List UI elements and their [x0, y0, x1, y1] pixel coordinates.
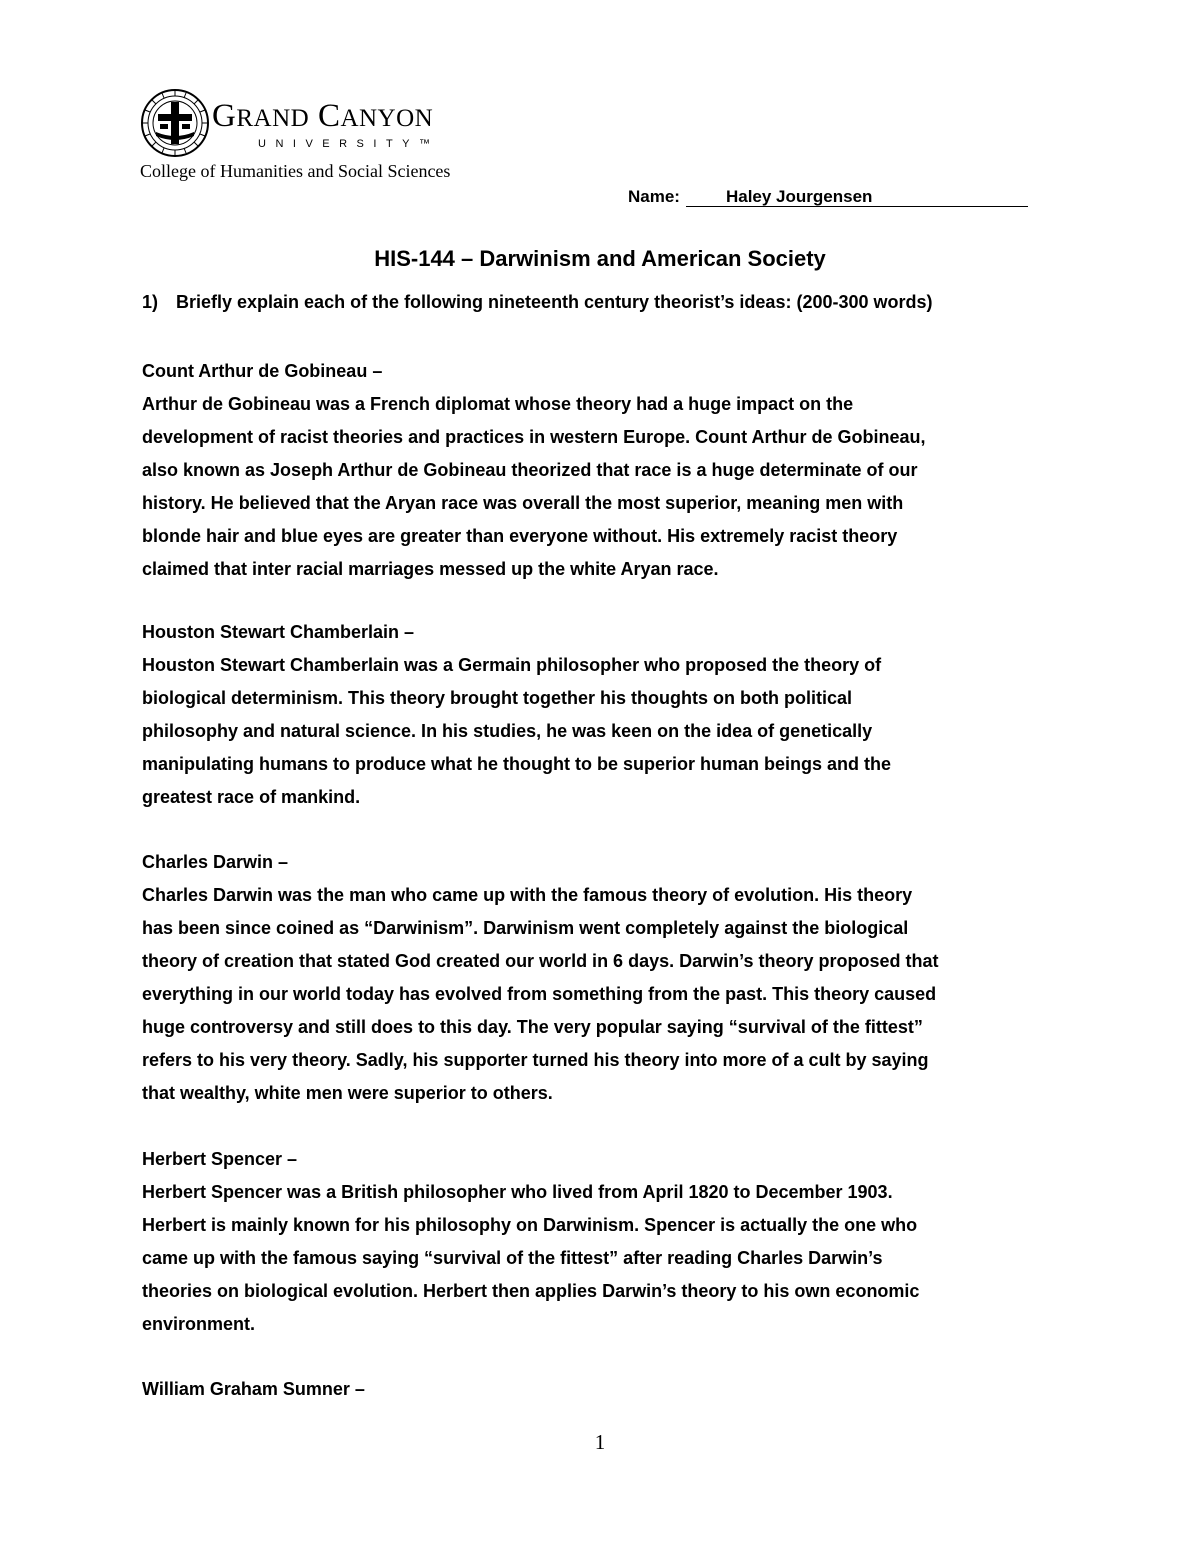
paragraph-line: theory of creation that stated God created our world in 6 days. Darwin’s theory proposed that	[142, 951, 939, 971]
paragraph-line: greatest race of mankind.	[142, 787, 361, 807]
question-text: Briefly explain each of the following nineteenth century theorist’s ideas: (200-300 words)	[176, 292, 933, 312]
paragraph-line: Arthur de Gobineau was a French diplomat whose theory had a huge impact on the	[142, 394, 854, 414]
paragraph-line: Charles Darwin was the man who came up with the famous theory of evolution. His theory	[142, 885, 913, 905]
section-heading: Count Arthur de Gobineau –	[142, 361, 383, 381]
paragraph-line: environment.	[142, 1314, 256, 1334]
student-name-value: Haley Jourgensen	[686, 188, 1028, 207]
page-number: 1	[594, 1430, 606, 1454]
paragraph-line: theories on biological evolution. Herbert then applies Darwin’s theory to his own economic	[142, 1281, 920, 1301]
paragraph-line: has been since coined as “Darwinism”. Darwinism went completely against the biological	[142, 918, 909, 938]
university-seal-icon	[140, 88, 210, 158]
document-title: HIS-144 – Darwinism and American Society	[374, 246, 826, 271]
section-heading: Charles Darwin –	[142, 852, 289, 872]
section-gobineau	[142, 355, 1072, 586]
paragraph-line: also known as Joseph Arthur de Gobineau theorized that race is a huge determinate of our	[142, 460, 918, 480]
section-darwin	[142, 846, 1072, 1110]
paragraph-line: manipulating humans to produce what he thought to be superior human beings and the	[142, 754, 892, 774]
section-heading: William Graham Sumner –	[142, 1379, 365, 1399]
question-number: 1)	[142, 292, 159, 312]
paragraph-line: Houston Stewart Chamberlain was a Germain philosopher who proposed the theory of	[142, 655, 882, 675]
paragraph-line: Herbert Spencer was a British philosopher who lived from April 1820 to December 1903.	[142, 1182, 893, 1202]
paragraph-line: philosophy and natural science. In his studies, he was keen on the idea of genetically	[142, 721, 873, 741]
paragraph-line: blonde hair and blue eyes are greater than everyone without. His extremely racist theory	[142, 526, 898, 546]
paragraph-line: history. He believed that the Aryan race was overall the most superior, meaning men with	[142, 493, 904, 513]
paragraph-line: claimed that inter racial marriages messed up the white Aryan race.	[142, 559, 719, 579]
section-sumner	[142, 1373, 1072, 1406]
paragraph-line: biological determinism. This theory brought together his thoughts on both political	[142, 688, 852, 708]
paragraph-line: refers to his very theory. Sadly, his supporter turned his theory into more of a cult by saying	[142, 1050, 929, 1070]
university-logo	[140, 88, 480, 160]
paragraph-line: everything in our world today has evolved from something from the past. This theory caused	[142, 984, 937, 1004]
paragraph-line: that wealthy, white men were superior to others.	[142, 1083, 553, 1103]
student-name-line	[628, 187, 1028, 207]
paragraph-line: Herbert is mainly known for his philosophy on Darwinism. Spencer is actually the one who	[142, 1215, 918, 1235]
name-label: Name:	[628, 187, 680, 206]
paragraph-line: huge controversy and still does to this day. The very popular saying “survival of the fittest”	[142, 1017, 923, 1037]
paragraph-line: came up with the famous saying “survival of the fittest” after reading Charles Darwin’s	[142, 1248, 883, 1268]
section-heading: Herbert Spencer –	[142, 1149, 298, 1169]
section-heading: Houston Stewart Chamberlain –	[142, 622, 415, 642]
section-chamberlain	[142, 616, 1072, 814]
question-prompt	[142, 292, 933, 313]
paragraph-line: development of racist theories and practices in western Europe. Count Arthur de Gobineau,	[142, 427, 926, 447]
section-spencer	[142, 1143, 1072, 1341]
college-name: College of Humanities and Social Sciences	[140, 161, 451, 181]
logo-university-text: UNIVERSITY™	[258, 138, 440, 150]
logo-wordmark: GRAND CANYON	[212, 98, 434, 134]
